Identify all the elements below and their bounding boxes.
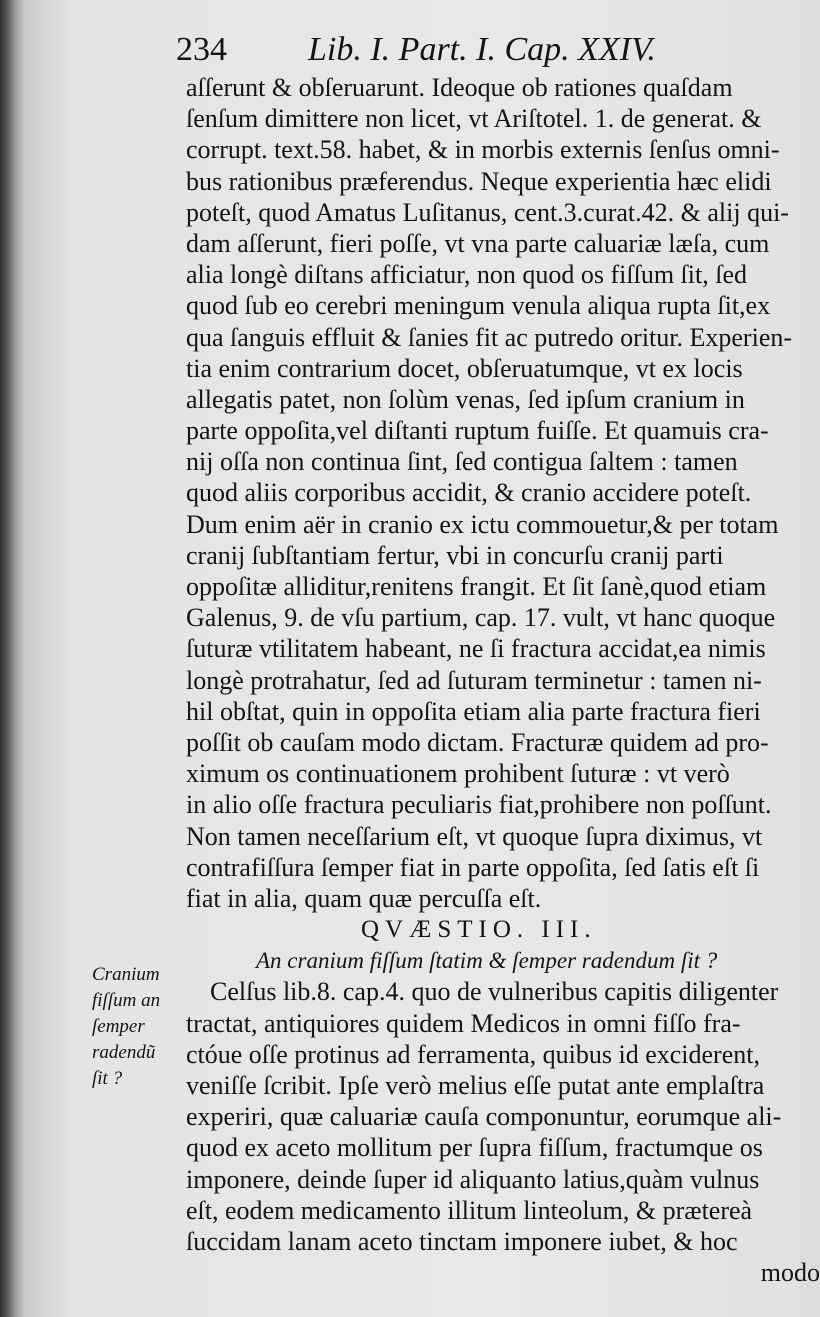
text-line: nij oſſa non continua ſint, ſed contigua ſaltem : tamen <box>186 447 738 477</box>
text-line: eſt, eodem medicamento illitum linteolum, & prætereà <box>186 1195 753 1225</box>
margin-note-line: ſit ? <box>92 1068 123 1089</box>
question-heading: QVÆSTIO. III. <box>361 916 597 944</box>
text-line: corrupt. text.58. habet, & in morbis externis ſenſus omni- <box>186 135 780 165</box>
text-line: oppoſitæ alliditur,renitens frangit. Et ſit ſanè,quod etiam <box>186 572 767 601</box>
margin-note-line: ſemper <box>92 1016 145 1037</box>
margin-note-line: radendũ <box>92 1042 156 1063</box>
text-line: fiat in alia, quam quæ percuſſa eſt. <box>186 883 542 913</box>
text-line: quod ex aceto mollitum per ſupra fiſſum, fractumque os <box>186 1133 763 1163</box>
text-line: allegatis patet, non ſolùm venas, ſed ipſum cranium in <box>186 384 745 414</box>
catchword: modo <box>760 1258 820 1288</box>
running-head: Lib. I. Part. I. Cap. XXIV. <box>308 31 656 68</box>
text-line: contrafiſſura ſemper fiat in parte oppoſita, ſed ſatis eſt ſi <box>186 852 760 882</box>
page-header <box>176 28 696 72</box>
text-line: tia enim contrarium docet, obſeruatumque, vt ex locis <box>186 353 743 383</box>
text-line: alia longè diſtans afficiatur, non quod os fiſſum ſit, ſed <box>186 260 747 290</box>
text-line: quod aliis corporibus accidit, & cranio accidere poteſt. <box>186 478 752 508</box>
text-line: ſuturæ vtilitatem habeant, ne ſi fractura accidat,ea nimis <box>186 634 766 664</box>
text-line: ximum os continuationem prohibent ſuturæ : vt verò <box>186 759 730 789</box>
text-line: veniſſe ſcribit. Ipſe verò melius eſſe putat ante emplaſtra <box>186 1071 765 1100</box>
text-line: Non tamen neceſſarium eſt, vt quoque ſupra diximus, vt <box>186 821 763 851</box>
margin-note <box>92 962 184 1092</box>
book-spine-shadow <box>0 0 26 1317</box>
text-line: dam aſſerunt, fieri poſſe, vt vna parte caluariæ læſa, cum <box>186 228 770 258</box>
margin-note-line: Cranium <box>92 964 160 985</box>
text-line: aſſerunt & obſeruarunt. Ideoque ob rationes quaſdam <box>186 73 733 102</box>
text-line: experiri, quæ caluariæ cauſa componuntur, eorumque ali- <box>186 1102 782 1132</box>
text-line: ſenſum dimittere non licet, vt Ariſtotel. 1. de generat. & <box>186 104 762 134</box>
text-line: hil obſtat, quin in oppoſita etiam alia parte fractura fieri <box>186 696 761 726</box>
text-line: Galenus, 9. de vſu partium, cap. 17. vult, vt hanc quoque <box>186 603 776 633</box>
text-line: ſuccidam lanam aceto tinctam imponere iubet, & hoc <box>186 1226 738 1256</box>
main-text-block <box>186 72 820 1288</box>
text-line: poſſit ob cauſam modo dictam. Fracturæ quidem ad pro- <box>186 727 769 757</box>
text-line: poteſt, quod Amatus Luſitanus, cent.3.curat.42. & alij qui- <box>186 197 789 227</box>
text-line: cranij ſubſtantiam fertur, vbi in concurſu cranij parti <box>186 540 724 570</box>
margin-note-line: fiſſum an <box>92 990 161 1011</box>
text-line: ctóue oſſe protinus ad ferramenta, quibus id exciderent, <box>186 1039 760 1069</box>
text-line: Dum enim aër in cranio ex ictu commouetur,& per totam <box>186 509 779 539</box>
text-line: Celſus lib.8. cap.4. quo de vulneribus capitis diligenter <box>210 977 779 1007</box>
text-line: qua ſanguis effluit & ſanies fit ac putredo oritur. Experien- <box>186 322 793 352</box>
text-line: imponere, deinde ſuper id aliquanto latius,quàm vulnus <box>186 1164 760 1194</box>
text-line: parte oppoſita,vel diſtanti ruptum fuiſſe. Et quamuis cra- <box>186 416 769 446</box>
question-title: An cranium fiſſum ſtatim & ſemper radendum ſit ? <box>256 948 718 974</box>
text-line: tractat, antiquiores quidem Medicos in omni fiſſo fra- <box>186 1008 741 1038</box>
text-line: longè protrahatur, ſed ad ſuturam terminetur : tamen ni- <box>186 665 762 695</box>
text-line: bus rationibus præferendus. Neque experientia hæc elidi <box>186 166 772 196</box>
page-number: 234 <box>176 31 227 68</box>
text-line: in alio oſſe fractura peculiaris fiat,prohibere non poſſunt. <box>186 790 772 820</box>
text-line: quod ſub eo cerebri meningum venula aliqua rupta ſit,ex <box>186 291 771 321</box>
book-page <box>26 0 820 1317</box>
